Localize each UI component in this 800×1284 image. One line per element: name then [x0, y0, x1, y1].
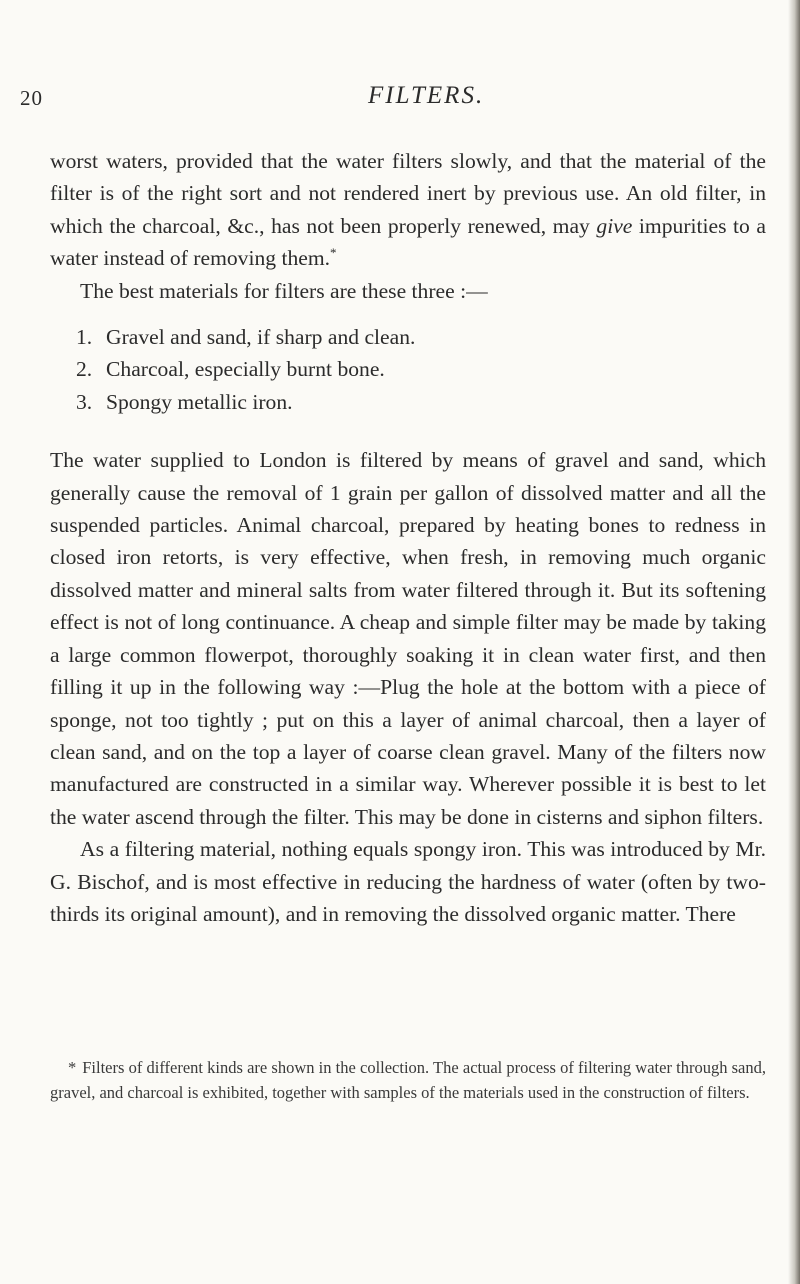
footnote-text: Filters of different kinds are shown in the collection. The actual process of filtering water through sand, gravel, and charcoal is exhibited, together with samples of the materials used in the construction of filters.	[50, 1058, 766, 1102]
list-text: Charcoal, especially burnt bone.	[106, 357, 385, 382]
footnote-mark: *	[68, 1058, 77, 1077]
list-text: Spongy metallic iron.	[106, 389, 293, 414]
page-number: 20	[20, 86, 43, 110]
list-item	[50, 353, 766, 385]
list-number: 1.	[76, 325, 93, 350]
paragraph-4: As a filtering material, nothing equals spongy iron. This was introduced by Mr. G. Bischof, and is most effective in reducing the hardness of water (often by two-thirds its original amount), and in removing the dissolved organic matter. There	[50, 837, 766, 926]
page-header	[0, 82, 800, 116]
running-head: FILTERS.	[368, 82, 485, 109]
list-number: 3.	[76, 389, 93, 414]
body-text	[50, 145, 766, 930]
list-text: Gravel and sand, if sharp and clean.	[106, 325, 416, 350]
list-number: 2.	[76, 357, 93, 382]
page-spine-shadow	[788, 0, 800, 1284]
paragraph-2: The best materials for filters are these three :—	[80, 278, 488, 303]
list-item	[50, 386, 766, 418]
materials-list	[50, 321, 766, 418]
paragraph-3: The water supplied to London is filtered by means of gravel and sand, which generally cause the removal of 1 grain per gallon of dissolved matter and all the suspended particles. Animal charcoal, prepared by heating bones to redness in closed iron retorts, is very effective, when fresh, in removing much organic dissolved matter and mineral salts from water filtered through it. But its softening effect is not of long continuance. A cheap and simple filter may be made by taking a large common flowerpot, thoroughly soaking it in clean water first, and then filling it up in the following way :—Plug the hole at the bottom with a piece of sponge, not too tightly ; put on this a layer of animal charcoal, then a layer of clean sand, and on the top a layer of coarse clean gravel. Many of the filters now manufactured are constructed in a similar way. Wherever possible it is best to let the water ascend through the filter. This may be done in cisterns and siphon filters.	[50, 448, 766, 829]
italic-emphasis: give	[596, 213, 633, 238]
list-item	[50, 321, 766, 353]
footnote	[50, 1055, 766, 1105]
paragraph-1: worst waters, provided that the water filters slowly, and that the material of the filter is of the right sort and not rendered inert by previous use. An old filter, in which the charcoal, &c., has not been properly renewed, may give impurities to a water instead of removing them.*	[50, 149, 766, 271]
footnote-reference: *	[330, 245, 337, 261]
